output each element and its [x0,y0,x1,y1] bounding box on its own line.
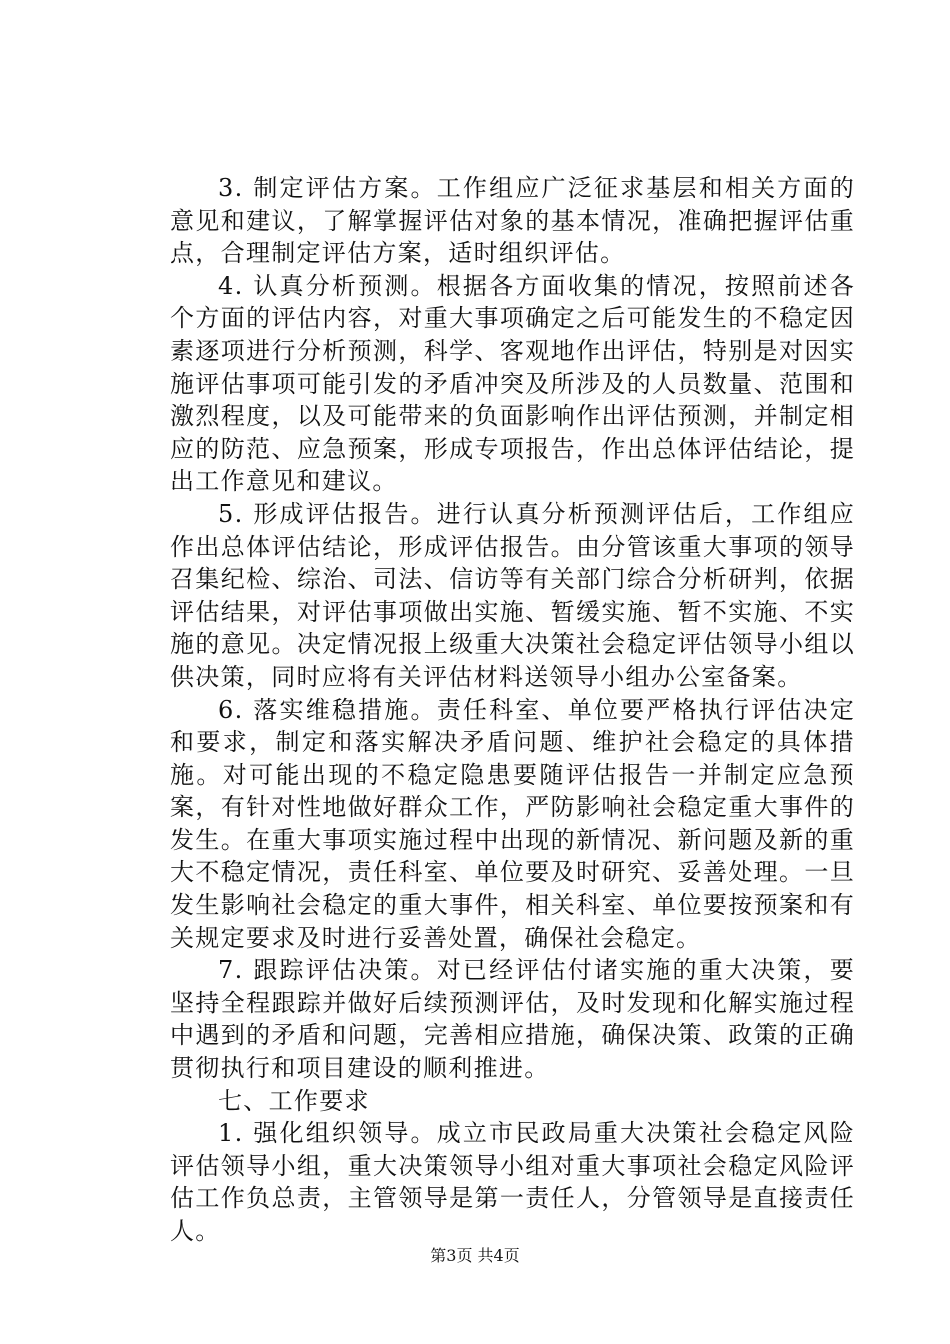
section-heading-work-requirements: 七、工作要求 [218,1086,370,1115]
page-footer: 第3页 共4页 [430,1246,520,1265]
paragraph-step-4: 4. 认真分析预测。根据各方面收集的情况，按照前述各个方面的评估内容，对重大事项确定之后可能发生的不稳定因素逐项进行分析预测，科学、客观地作出评估，特别是对因实施评估事项可能引发的矛盾冲突及所涉及的人员数量、范围和激烈程度，以及可能带来的负面影响作出评估预测，并制定相应的防范、应急预案，形成专项报告，作出总体评估结论，提出工作意见和建议。 [170,271,855,496]
paragraph-step-6: 6. 落实维稳措施。责任科室、单位要严格执行评估决定和要求，制定和落实解决矛盾问题、维护社会稳定的具体措施。对可能出现的不稳定隐患要随评估报告一并制定应急预案，有针对性地做好群众工作，严防影响社会稳定重大事件的发生。在重大事项实施过程中出现的新情况、新问题及新的重大不稳定情况，责任科室、单位要及时研究、妥善处理。一旦发生影响社会稳定的重大事件，相关科室、单位要按预案和有关规定要求及时进行妥善处置，确保社会稳定。 [170,695,855,952]
paragraph-step-5: 5. 形成评估报告。进行认真分析预测评估后，工作组应作出总体评估结论，形成评估报告。由分管该重大事项的领导召集纪检、综治、司法、信访等有关部门综合分析研判，依据评估结果，对评估事项做出实施、暂缓实施、暂不实施、不实施的意见。决定情况报上级重大决策社会稳定评估领导小组以供决策，同时应将有关评估材料送领导小组办公室备案。 [170,499,855,691]
paragraph-requirement-1: 1. 强化组织领导。成立市民政局重大决策社会稳定风险评估领导小组，重大决策领导小组对重大事项社会稳定风险评估工作负总责，主管领导是第一责任人，分管领导是直接责任人。 [170,1119,855,1245]
paragraph-step-7: 7. 跟踪评估决策。对已经评估付诸实施的重大决策，要坚持全程跟踪并做好后续预测评估，及时发现和化解实施过程中遇到的矛盾和问题，完善相应措施，确保决策、政策的正确贯彻执行和项目建设的顺利推进。 [170,956,855,1083]
document-body [170,172,855,1248]
paragraph-step-3: 3. 制定评估方案。工作组应广泛征求基层和相关方面的意见和建议，了解掌握评估对象的基本情况，准确把握评估重点，合理制定评估方案，适时组织评估。 [170,174,855,268]
